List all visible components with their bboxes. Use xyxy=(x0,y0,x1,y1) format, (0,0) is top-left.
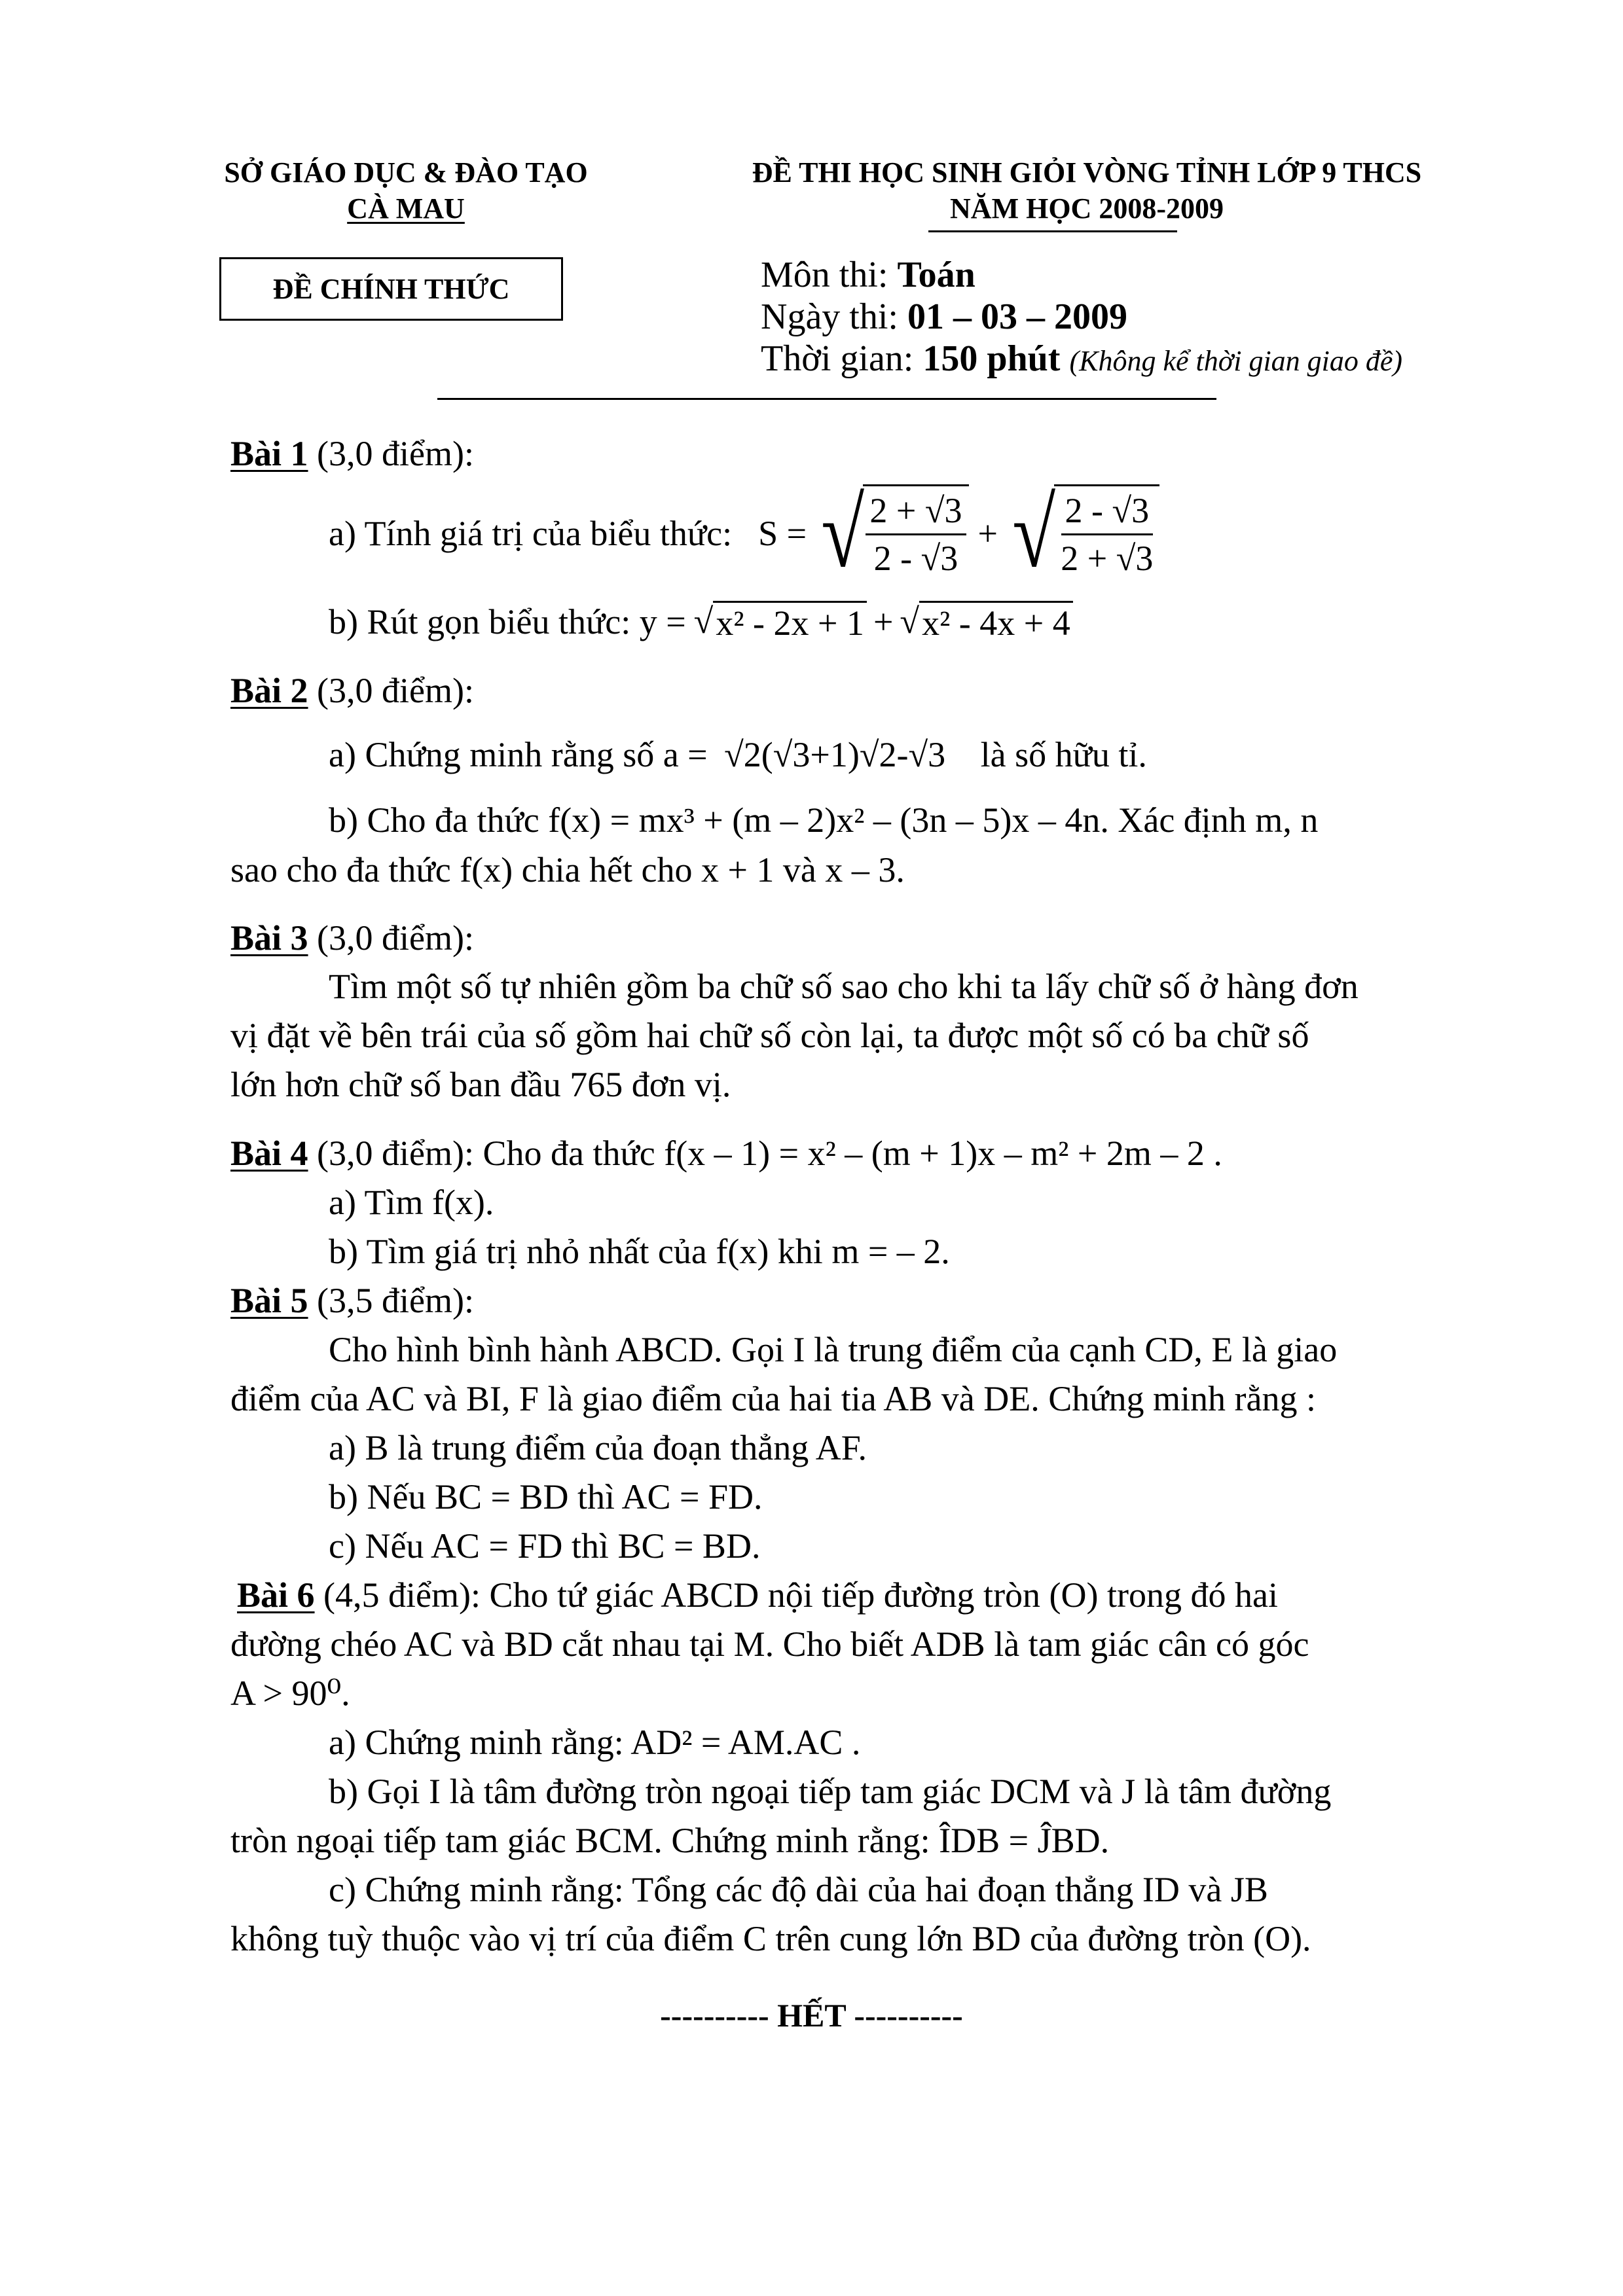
bai6-line2: đường chéo AC và BD cắt nhau tại M. Cho biết ADB là tam giác cân có góc xyxy=(230,1624,1309,1664)
bai1-b-expression: b) Rút gọn biểu thức: y = √ x² - 2x + 1 + √ x² - 4x + 4 xyxy=(329,596,1073,648)
bai4-heading: Bài 4 (3,0 điểm): Cho đa thức f(x – 1) = x² – (m + 1)x – m² + 2m – 2 . xyxy=(230,1134,1222,1173)
bai3-line3: lớn hơn chữ số ban đầu 765 đơn vị. xyxy=(230,1065,731,1104)
bai6-b-line1: b) Gọi I là tâm đường tròn ngoại tiếp tam giác DCM và J là tâm đường xyxy=(329,1772,1332,1811)
bai6-b-line2: tròn ngoại tiếp tam giác BCM. Chứng minh rằng: ÎDB = ĴBD. xyxy=(230,1821,1110,1860)
sqrt-fraction-2: √ $\frac{2 - √3}{2 + √3}$ xyxy=(1007,484,1159,583)
bai6-line3: A > 90⁰. xyxy=(230,1674,350,1713)
school-year: NĂM HỌC 2008-2009 xyxy=(950,192,1224,224)
bai6-heading: Bài 6 (4,5 điểm): Cho tứ giác ABCD nội tiếp đường tròn (O) trong đó hai xyxy=(237,1575,1278,1615)
province-name: CÀ MAU xyxy=(347,192,465,224)
bai3-heading: Bài 3 (3,0 điểm): xyxy=(230,918,474,958)
department-name: SỞ GIÁO DỤC & ĐÀO TẠO xyxy=(224,156,588,188)
sqrt-fraction-1: √ $\frac{2 + √3}{2 - √3}$ xyxy=(816,484,968,583)
bai5-b: b) Nếu BC = BD thì AC = FD. xyxy=(329,1477,763,1516)
bai3-line1: Tìm một số tự nhiên gồm ba chữ số sao cho khi ta lấy chữ số ở hàng đơn xyxy=(329,967,1359,1006)
bai2-b-line2: sao cho đa thức f(x) chia hết cho x + 1 và x – 3. xyxy=(230,850,905,889)
bai6-c-line2: không tuỳ thuộc vào vị trí của điểm C trên cung lớn BD của đường tròn (O). xyxy=(230,1919,1311,1958)
time-line: Thời gian: 150 phút (Không kể thời gian giao đề) xyxy=(761,338,1403,379)
bai6-a: a) Chứng minh rằng: AD² = AM.AC . xyxy=(329,1723,861,1762)
subject-line: Môn thi: Toán xyxy=(761,255,976,295)
date-line: Ngày thi: 01 – 03 – 2009 xyxy=(761,296,1127,337)
bai6-c-line1: c) Chứng minh rằng: Tổng các độ dài của hai đoạn thẳng ID và JB xyxy=(329,1870,1268,1909)
exam-title: ĐỀ THI HỌC SINH GIỎI VÒNG TỈNH LỚP 9 THCS xyxy=(752,156,1422,188)
bai4-b: b) Tìm giá trị nhỏ nhất của f(x) khi m = – 2. xyxy=(329,1232,950,1271)
bai2-a: a) Chứng minh rằng số a = √2(√3+1)√2-√3 là số hữu tỉ. xyxy=(329,735,1147,774)
bai5-a: a) B là trung điểm của đoạn thẳng AF. xyxy=(329,1428,867,1467)
bai5-c: c) Nếu AC = FD thì BC = BD. xyxy=(329,1526,761,1566)
bai1-a-expression: a) Tính giá trị của biểu thức: S = √ $\frac{2 + √3}{2 - √3}$ + √ $\frac{2 - √3}{2 + √3}$ xyxy=(329,478,1159,589)
school-year-underline xyxy=(928,230,1177,232)
bai4-a: a) Tìm f(x). xyxy=(329,1183,494,1222)
bai5-heading: Bài 5 (3,5 điểm): xyxy=(230,1281,474,1320)
bai2-heading: Bài 2 (3,0 điểm): xyxy=(230,671,474,710)
bai1-heading: Bài 1 (3,0 điểm): xyxy=(230,434,474,473)
bai5-line2: điểm của AC và BI, F là giao điểm của hai tia AB và DE. Chứng minh rằng : xyxy=(230,1379,1316,1418)
official-exam-box: ĐỀ CHÍNH THỨC xyxy=(219,257,563,321)
header-divider xyxy=(437,398,1216,400)
bai5-line1: Cho hình bình hành ABCD. Gọi I là trung điểm của cạnh CD, E là giao xyxy=(329,1330,1338,1369)
end-marker: ---------- HẾT ---------- xyxy=(660,1997,963,2034)
bai2-b-line1: b) Cho đa thức f(x) = mx³ + (m – 2)x² – (3n – 5)x – 4n. Xác định m, n xyxy=(329,800,1319,840)
bai3-line2: vị đặt về bên trái của số gồm hai chữ số còn lại, ta được một số có ba chữ số xyxy=(230,1016,1309,1055)
